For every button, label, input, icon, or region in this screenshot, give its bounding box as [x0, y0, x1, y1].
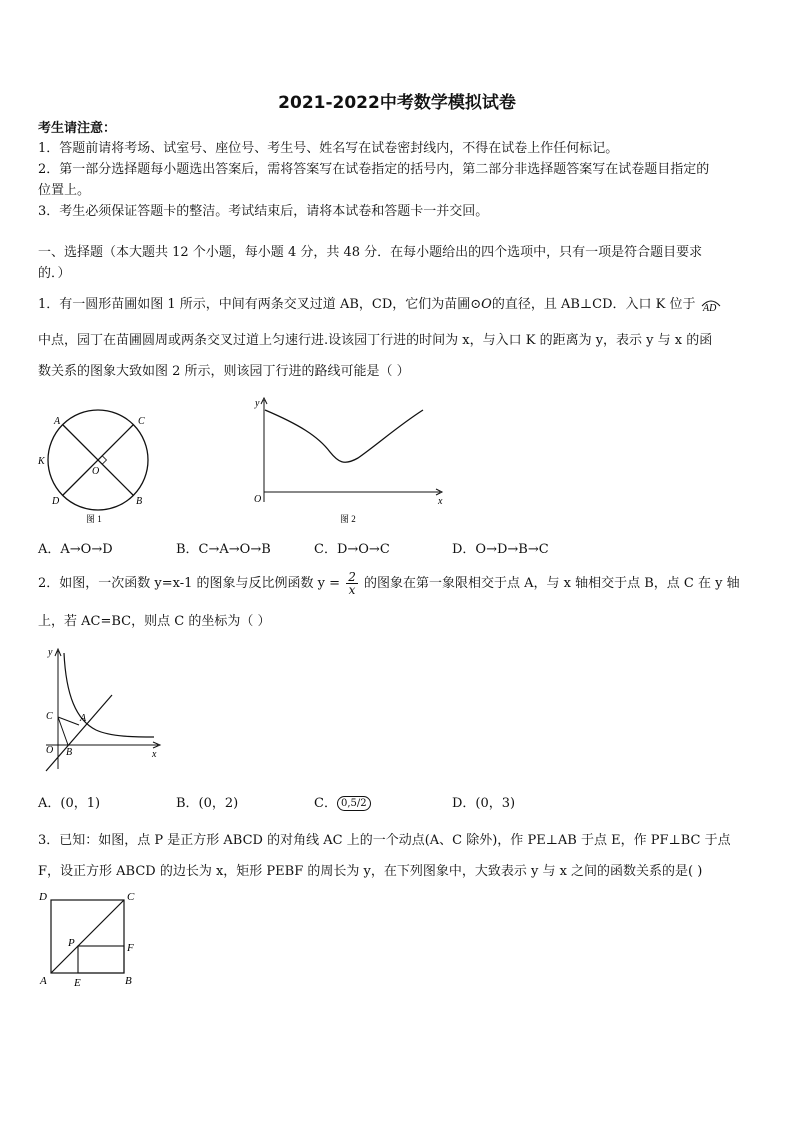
q2-label-b: B	[66, 747, 73, 758]
notice-heading: 考生请注意：	[38, 121, 117, 136]
circle-o-symbol: ⊙O	[470, 297, 492, 312]
q2-figure	[36, 645, 166, 773]
q3-label-c: C	[127, 891, 135, 903]
q2-text-1a: 2．如图，一次函数 y=x-1 的图象与反比例函数 y =	[38, 576, 341, 591]
q3-text-line2: F，设正方形 ABCD 的边长为 x，矩形 PEBF 的周长为 y，在下列图象中，大致表示 y 与 x 之间的函数关系的是( )	[38, 864, 703, 879]
q2-option-a[interactable]: A．(0，1)	[38, 796, 101, 811]
diagonal-ac	[51, 900, 124, 973]
q1-text-1b: 的直径，且 AB⊥CD．入口 K 位于	[491, 297, 696, 312]
fraction-numerator: 2	[348, 570, 356, 584]
q2-label-x: x	[152, 749, 157, 760]
q3-text-line1: 3．已知：如图，点 P 是正方形 ABCD 的对角线 AC 上的一个动点(A、C 除外)，作 PE⊥AB 于点 E，作 PF⊥BC 于点	[38, 833, 731, 848]
fraction-2-over-x	[346, 571, 358, 596]
segment-cb	[58, 717, 68, 745]
q1-option-a[interactable]: A．A→O→D	[38, 542, 113, 557]
q3-figure	[36, 888, 146, 992]
label-k: K	[38, 456, 45, 467]
q2-label-o: O	[46, 745, 54, 756]
label-b: B	[136, 496, 143, 507]
arc-ad-icon	[700, 298, 722, 312]
q2-option-b[interactable]: B．(0，2)	[176, 796, 239, 811]
q1-text-line1	[38, 297, 722, 313]
q1-option-d[interactable]: D．O→D→B→C	[452, 542, 549, 557]
fig2-label-o: O	[254, 494, 262, 505]
svg-text:AD: AD	[702, 302, 716, 312]
notice-item-2-cont: 位置上。	[38, 183, 91, 198]
distance-curve	[265, 410, 423, 462]
rectangle-pebf	[78, 946, 124, 973]
q1-figure-1	[34, 408, 164, 530]
fig2-caption: 图 2	[340, 514, 356, 524]
q2-text-1b: 的图象在第一象限相交于点 A，与 x 轴相交于点 B，点 C 在 y 轴	[363, 576, 740, 591]
q2-text-line1	[38, 569, 740, 599]
section-heading: 一、选择题（本大题共 12 个小题，每小题 4 分，共 48 分．在每小题给出的四个选项中，只有一项是符合题目要求	[38, 245, 703, 260]
q3-label-p: P	[68, 937, 75, 949]
right-angle-mark	[98, 456, 106, 464]
q2-option-c-value: 0,5/2	[337, 796, 371, 811]
q3-label-e: E	[74, 977, 81, 989]
fraction-denominator: x	[348, 583, 356, 597]
q2-label-y: y	[48, 647, 53, 658]
linear-line	[46, 695, 112, 771]
q2-text-line2: 上，若 AC=BC，则点 C 的坐标为（ ）	[38, 614, 271, 629]
fig1-caption: 图 1	[86, 514, 102, 524]
page-title: 2021-2022中考数学模拟试卷	[278, 93, 516, 113]
q2-label-c: C	[46, 711, 53, 722]
label-o: O	[92, 466, 100, 477]
q1-text-line2: 中点，园丁在苗圃圆周或两条交叉过道上匀速行进.设该园丁行进的时间为 x，与入口 K 的距离为 y，表示 y 与 x 的函	[38, 333, 713, 348]
q1-text-line3: 数关系的图象大致如图 2 所示，则该园丁行进的路线可能是（ ）	[38, 364, 410, 379]
q1-figure-2	[248, 396, 448, 530]
q1-text-1a: 1．有一圆形苗圃如图 1 所示，中间有两条交叉过道 AB，CD，它们为苗圃	[38, 297, 471, 312]
section-heading-cont: 的．）	[38, 266, 71, 281]
notice-item-2: 2．第一部分选择题每小题选出答案后，需将答案写在试卷指定的括号内，第二部分非选择题答案写在试卷题目指定的	[38, 162, 710, 177]
q3-label-a: A	[40, 975, 47, 987]
label-d: D	[52, 496, 60, 507]
q3-label-b: B	[125, 975, 132, 987]
q2-option-c-prefix: C．	[314, 796, 337, 811]
q2-option-d[interactable]: D．(0，3)	[452, 796, 516, 811]
q3-label-f: F	[127, 942, 134, 954]
q2-label-a: A	[80, 713, 87, 724]
segment-ca	[58, 717, 79, 725]
notice-item-3: 3．考生必须保证答题卡的整洁。考试结束后，请将本试卷和答题卡一并交回。	[38, 204, 489, 219]
q3-label-d: D	[39, 891, 47, 903]
label-a: A	[54, 416, 61, 427]
q1-option-c[interactable]: C．D→O→C	[314, 542, 390, 557]
q1-option-b[interactable]: B．C→A→O→B	[176, 542, 271, 557]
q2-option-c[interactable]	[314, 789, 371, 819]
fig2-label-y: y	[255, 398, 260, 409]
notice-item-1: 1．答题前请将考场、试室号、座位号、考生号、姓名写在试卷密封线内，不得在试卷上作任何标记。	[38, 141, 619, 156]
fig2-label-x: x	[438, 496, 443, 507]
label-c: C	[138, 416, 145, 427]
